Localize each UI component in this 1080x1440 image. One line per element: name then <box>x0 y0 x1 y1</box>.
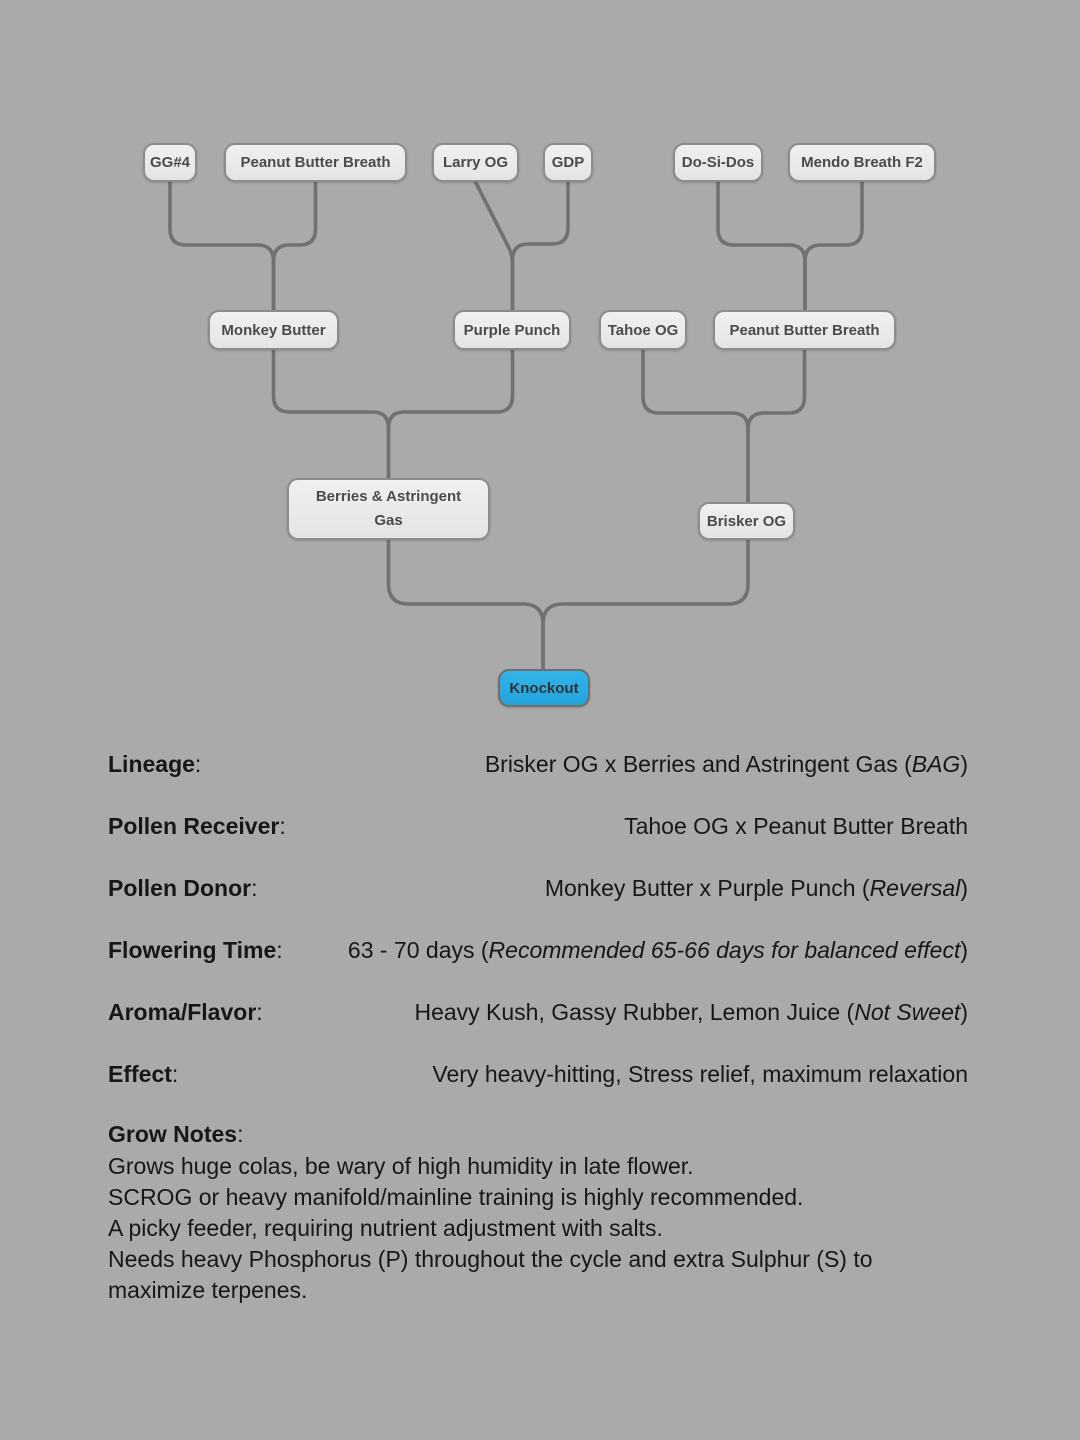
grow-note: A picky feeder, requiring nutrient adjustment with salts. <box>108 1215 663 1241</box>
info-row-flowering-time <box>108 936 968 964</box>
info-value: Tahoe OG x Peanut Butter Breath <box>624 813 968 839</box>
node-label: GG#4 <box>149 154 191 171</box>
node-label: Do-Si-Dos <box>681 154 755 171</box>
node-label: Brisker OG <box>706 512 787 530</box>
node-label: Berries & Astringent Gas <box>315 488 462 529</box>
node-label: Mendo Breath F2 <box>801 154 923 171</box>
info-row-effect <box>108 1060 968 1088</box>
info-label: Lineage: <box>108 751 202 777</box>
info-value: 63 - 70 days (Recommended 65-66 days for balanced effect) <box>347 937 968 963</box>
node-label: Peanut Butter Breath <box>729 321 880 339</box>
info-row-aroma-flavor <box>108 998 968 1026</box>
grow-note: Grows huge colas, be wary of high humidity in late flower. <box>108 1153 694 1179</box>
grow-note: SCROG or heavy manifold/mainline training is highly recommended. <box>108 1184 804 1210</box>
node-label: Purple Punch <box>463 321 561 339</box>
info-label: Pollen Receiver: <box>108 813 286 839</box>
info-row-lineage <box>108 750 968 778</box>
info-row-pollen-receiver <box>108 812 968 840</box>
grow-notes-list <box>108 1151 943 1306</box>
node-label: Tahoe OG <box>607 321 679 339</box>
info-value: Heavy Kush, Gassy Rubber, Lemon Juice (Not Sweet) <box>414 999 968 1025</box>
node-label: Larry OG <box>442 154 509 171</box>
info-label: Pollen Donor: <box>108 875 258 901</box>
info-row-pollen-donor <box>108 874 968 902</box>
node-label: Monkey Butter <box>221 321 326 339</box>
node-label: GDP <box>551 154 585 171</box>
info-value: Very heavy-hitting, Stress relief, maximum relaxation <box>432 1061 968 1087</box>
node-label: Peanut Butter Breath <box>240 154 391 171</box>
info-label: Flowering Time: <box>108 937 283 963</box>
info-label: Aroma/Flavor: <box>108 999 263 1025</box>
grow-notes-header: Grow Notes: <box>108 1121 244 1147</box>
node-label: Knockout <box>509 679 579 697</box>
grow-note: Needs heavy Phosphorus (P) throughout the cycle and extra Sulphur (S) to maximize terpenes. <box>108 1246 873 1303</box>
info-label: Effect: <box>108 1061 179 1087</box>
info-value: Monkey Butter x Purple Punch (Reversal) <box>544 875 968 901</box>
info-value: Brisker OG x Berries and Astringent Gas (BAG) <box>484 751 968 777</box>
